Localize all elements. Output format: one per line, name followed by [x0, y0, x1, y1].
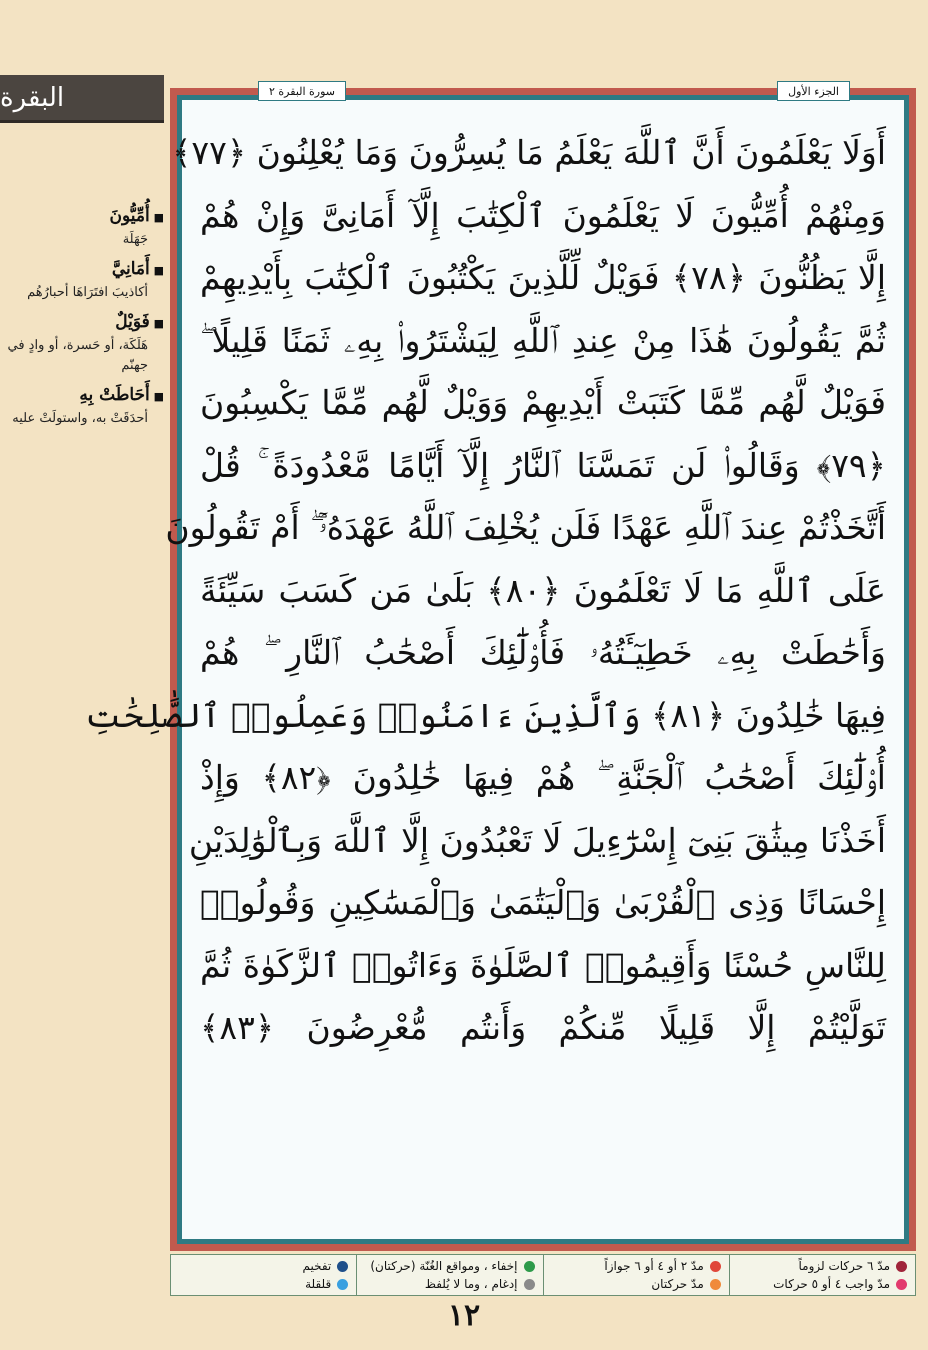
page-number: ١٢: [447, 1298, 481, 1333]
text-line: أَخَذْنَا مِيثَٰقَ بَنِىٓ إِسْرَٰٓءِيلَ لَا تَعْبُدُونَ إِلَّا ٱللَّهَ وَبِٱلْوَٰلِدَيْنِ: [188, 820, 886, 860]
legend-dot: [337, 1261, 348, 1272]
legend-item: [552, 1277, 721, 1291]
legend-label: إدغام ، وما لا يُلفظ: [424, 1277, 518, 1291]
surah-tab: البقرة: [0, 75, 164, 123]
legend-item: [738, 1277, 907, 1291]
note-item: [0, 312, 170, 378]
surah-header: سورة البقرة ٢: [258, 81, 346, 101]
tajweed-legend: [170, 1254, 916, 1296]
text-line: عَلَى ٱللَّهِ مَا لَا تَعْلَمُونَ ﴿٨٠﴾ بَلَىٰ مَن كَسَبَ سَيِّئَةً: [200, 570, 886, 610]
juz-header: الجزء الأول: [777, 81, 850, 101]
legend-item: [365, 1259, 534, 1273]
text-line: إِلَّا يَظُنُّونَ ﴿٧٨﴾ فَوَيْلٌ لِّلَّذِينَ يَكْتُبُونَ ٱلْكِتَٰبَ بِأَيْدِيهِمْ: [200, 258, 886, 297]
text-line: لِلنَّاسِ حُسْنًا وَأَقِيمُوا۟ ٱلصَّلَوٰةَ وَءَاتُوا۟ ٱلزَّكَوٰةَ ثُمَّ: [200, 945, 886, 985]
text-line: أُو۟لَٰٓئِكَ أَصْحَٰبُ ٱلْجَنَّةِ ۖ هُمْ فِيهَا خَٰلِدُونَ ﴿٨٢﴾ وَإِذْ: [200, 758, 886, 797]
note-item: [0, 385, 170, 430]
legend-label: مدّ واجب ٤ أو ٥ حركات: [773, 1277, 890, 1291]
legend-item: [179, 1277, 348, 1291]
legend-dot: [524, 1261, 535, 1272]
legend-label: مدّ حركتان: [651, 1277, 704, 1291]
text-line: وَمِنْهُمْ أُمِّيُّونَ لَا يَعْلَمُونَ ٱلْكِتَٰبَ إِلَّآ أَمَانِىَّ وَإِنْ هُمْ: [200, 195, 886, 235]
legend-dot: [337, 1279, 348, 1290]
text-line: ﴿٧٩﴾ وَقَالُوا۟ لَن تَمَسَّنَا ٱلنَّارُ إِلَّآ أَيَّامًا مَّعْدُودَةً ۚ قُلْ: [200, 445, 886, 485]
legend-dot: [524, 1279, 535, 1290]
note-meaning: أحدَقَتْ به، واستولَتْ عليه: [12, 411, 148, 427]
legend-label: مدّ ٦ حركات لزوماً: [798, 1259, 890, 1273]
text-line: فَوَيْلٌ لَّهُم مِّمَّا كَتَبَتْ أَيْدِيهِمْ وَوَيْلٌ لَّهُم مِّمَّا يَكْسِبُونَ: [200, 383, 886, 422]
legend-column: [729, 1255, 915, 1295]
legend-label: قلقلة: [305, 1277, 332, 1291]
legend-item: [179, 1259, 348, 1273]
text-line: أَوَلَا يَعْلَمُونَ أَنَّ ٱللَّهَ يَعْلَمُ مَا يُسِرُّونَ وَمَا يُعْلِنُونَ ﴿٧٧﴾: [172, 133, 886, 172]
note-word: ■ أُمِّيُّونَ: [0, 206, 164, 226]
text-line: إِحْسَانًا وَذِى ٱلْقُرْبَىٰ وَٱلْيَتَٰمَىٰ وَٱلْمَسَٰكِينِ وَقُولُوا۟: [200, 883, 886, 922]
legend-item: [365, 1277, 534, 1291]
legend-label: إخفاء ، ومواقع الغُنّة (حركتان): [370, 1259, 518, 1273]
note-word: ■ أَحَاطَتْ بِهِ: [0, 385, 164, 405]
text-line: وَأَحَٰطَتْ بِهِۦ خَطِيٓـَٔتُهُۥ فَأُو۟لَٰٓئِكَ أَصْحَٰبُ ٱلنَّارِ ۖ هُمْ: [200, 633, 886, 672]
text-line: ثُمَّ يَقُولُونَ هَٰذَا مِنْ عِندِ ٱللَّهِ لِيَشْتَرُوا۟ بِهِۦ ثَمَنًا قَلِيلًا ۖ: [200, 320, 886, 360]
side-notes: [0, 200, 170, 438]
text-line: أَتَّخَذْتُمْ عِندَ ٱللَّهِ عَهْدًا فَلَن يُخْلِفَ ٱللَّهُ عَهْدَهُۥٓ ۖ أَمْ تَقُولُونَ: [165, 508, 886, 547]
note-word: ■ فَوَيْلٌ: [0, 312, 164, 332]
legend-dot: [896, 1279, 907, 1290]
legend-column: [543, 1255, 729, 1295]
note-meaning: جَهَلَة: [122, 232, 148, 247]
legend-item: [552, 1259, 721, 1273]
legend-item: [738, 1259, 907, 1273]
note-meaning: هَلَكَة، أو حَسرة، أو وادٍ في جهنّم: [7, 337, 148, 374]
note-item: [0, 259, 170, 304]
legend-column: [356, 1255, 542, 1295]
legend-dot: [896, 1261, 907, 1272]
legend-dot: [710, 1279, 721, 1290]
legend-label: مدّ ٢ أو ٤ أو ٦ جوازاً: [604, 1259, 704, 1273]
text-line: فِيهَا خَٰلِدُونَ ﴿٨١﴾ وَٱلَّذِينَ ءَامَنُوا۟ وَعَمِلُوا۟ ٱلصَّٰلِحَٰتِ: [85, 695, 886, 735]
legend-column: [171, 1255, 356, 1295]
legend-label: تفخيم: [302, 1259, 332, 1273]
note-meaning: أكاذيبَ افتَرَاهَا أحبارُهُم: [27, 284, 148, 300]
text-line: تَوَلَّيْتُمْ إِلَّا قَلِيلًا مِّنكُمْ وَأَنتُم مُّعْرِضُونَ ﴿٨٣﴾: [200, 1008, 886, 1047]
note-word: ■ أَمَانِيَّ: [0, 259, 164, 279]
legend-dot: [710, 1261, 721, 1272]
note-item: [0, 206, 170, 251]
